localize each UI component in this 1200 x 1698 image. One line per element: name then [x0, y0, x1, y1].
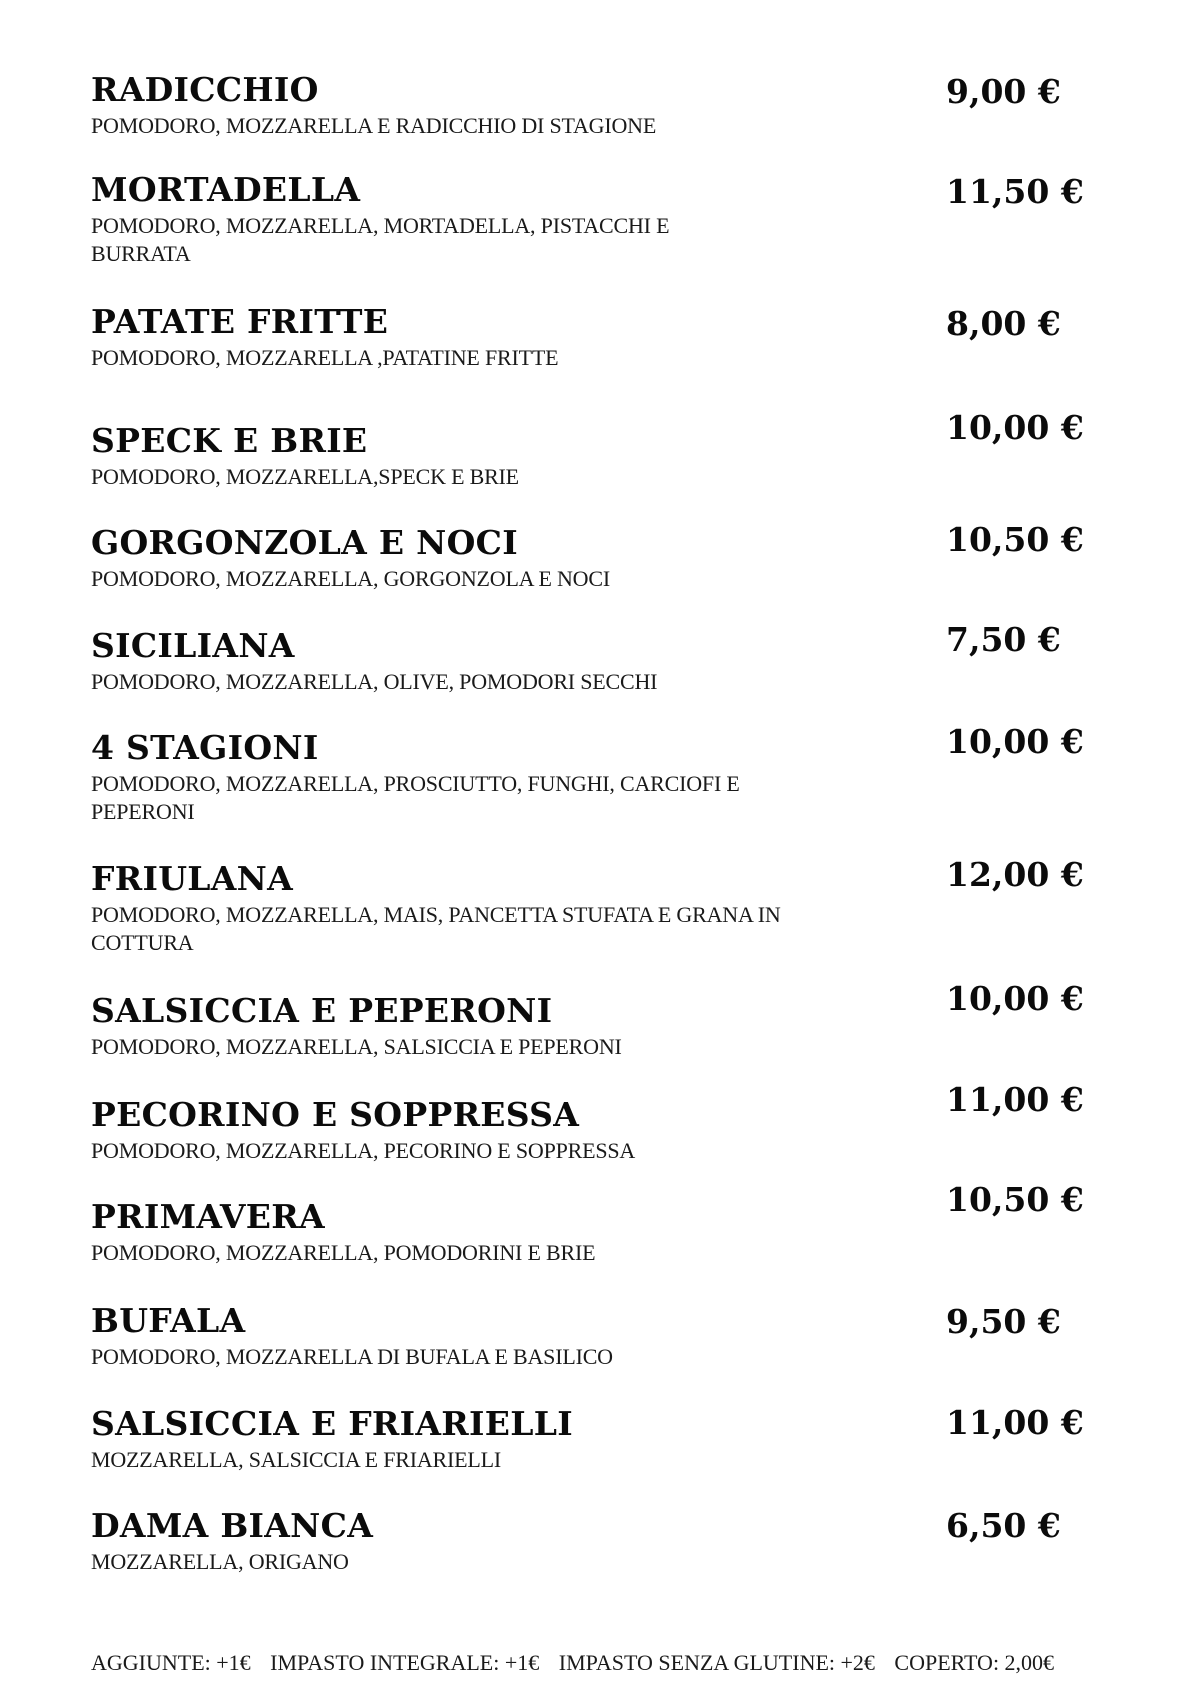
item-price: 7,50 €	[946, 620, 1061, 659]
item-price: 11,50 €	[946, 172, 1084, 211]
footer-impasto-senza-glutine: IMPASTO SENZA GLUTINE: +2€	[558, 1650, 875, 1675]
menu-item	[91, 628, 911, 696]
item-price: 10,00 €	[946, 979, 1084, 1018]
item-name: GORGONZOLA E NOCI	[91, 523, 518, 562]
item-price: 9,00 €	[946, 72, 1061, 111]
item-description: POMODORO, MOZZARELLA DI BUFALA E BASILICO	[91, 1344, 613, 1369]
menu-item	[91, 861, 911, 957]
item-name: SALSICCIA E FRIARIELLI	[91, 1404, 573, 1443]
menu-item	[91, 1199, 911, 1267]
item-name: FRIULANA	[91, 859, 294, 898]
item-price: 10,50 €	[946, 1180, 1084, 1219]
footer-notes	[91, 1650, 1068, 1676]
item-description: POMODORO, MOZZARELLA, SALSICCIA E PEPERONI	[91, 1034, 622, 1059]
item-price: 12,00 €	[946, 855, 1084, 894]
item-description: MOZZARELLA, ORIGANO	[91, 1549, 349, 1574]
item-name: PRIMAVERA	[91, 1197, 325, 1236]
item-description: MOZZARELLA, SALSICCIA E FRIARIELLI	[91, 1447, 501, 1472]
item-name: SICILIANA	[91, 626, 295, 665]
item-price: 6,50 €	[946, 1506, 1061, 1545]
item-price: 11,00 €	[946, 1080, 1084, 1119]
menu-item	[91, 304, 911, 372]
item-description: POMODORO, MOZZARELLA E RADICCHIO DI STAGIONE	[91, 113, 657, 138]
menu-item	[91, 730, 911, 826]
item-description: POMODORO, MOZZARELLA, PROSCIUTTO, FUNGHI, CARCIOFI E PEPERONI	[91, 771, 740, 824]
menu-item	[91, 72, 911, 140]
item-name: DAMA BIANCA	[91, 1506, 374, 1545]
item-name: 4 STAGIONI	[91, 728, 319, 767]
item-description: POMODORO, MOZZARELLA,SPECK E BRIE	[91, 464, 519, 489]
menu-item	[91, 1406, 911, 1474]
item-name: SALSICCIA E PEPERONI	[91, 991, 553, 1030]
item-name: PECORINO E SOPPRESSA	[91, 1095, 580, 1134]
menu-item	[91, 525, 911, 593]
item-description: POMODORO, MOZZARELLA, MORTADELLA, PISTACCHI E BURRATA	[91, 213, 670, 266]
menu-item	[91, 423, 911, 491]
item-name: BUFALA	[91, 1301, 246, 1340]
menu-item	[91, 172, 911, 268]
menu-item	[91, 1097, 911, 1165]
menu-item	[91, 993, 911, 1061]
footer-coperto: COPERTO: 2,00€	[894, 1650, 1055, 1675]
item-name: RADICCHIO	[91, 70, 319, 109]
item-description: POMODORO, MOZZARELLA ,PATATINE FRITTE	[91, 345, 559, 370]
item-description: POMODORO, MOZZARELLA, GORGONZOLA E NOCI	[91, 566, 610, 591]
item-price: 11,00 €	[946, 1403, 1084, 1442]
footer-aggiunte: AGGIUNTE: +1€	[91, 1650, 251, 1675]
item-price: 10,00 €	[946, 722, 1084, 761]
item-name: SPECK E BRIE	[91, 421, 368, 460]
item-price: 10,00 €	[946, 408, 1084, 447]
menu-item	[91, 1303, 911, 1371]
menu-item	[91, 1508, 911, 1576]
item-description: POMODORO, MOZZARELLA, MAIS, PANCETTA STUFATA E GRANA IN COTTURA	[91, 902, 781, 955]
item-price: 8,00 €	[946, 304, 1061, 343]
item-price: 9,50 €	[946, 1302, 1061, 1341]
footer-impasto-integrale: IMPASTO INTEGRALE: +1€	[270, 1650, 540, 1675]
item-price: 10,50 €	[946, 520, 1084, 559]
item-description: POMODORO, MOZZARELLA, POMODORINI E BRIE	[91, 1240, 596, 1265]
item-name: MORTADELLA	[91, 170, 361, 209]
item-name: PATATE FRITTE	[91, 302, 389, 341]
item-description: POMODORO, MOZZARELLA, OLIVE, POMODORI SECCHI	[91, 669, 658, 694]
item-description: POMODORO, MOZZARELLA, PECORINO E SOPPRESSA	[91, 1138, 636, 1163]
